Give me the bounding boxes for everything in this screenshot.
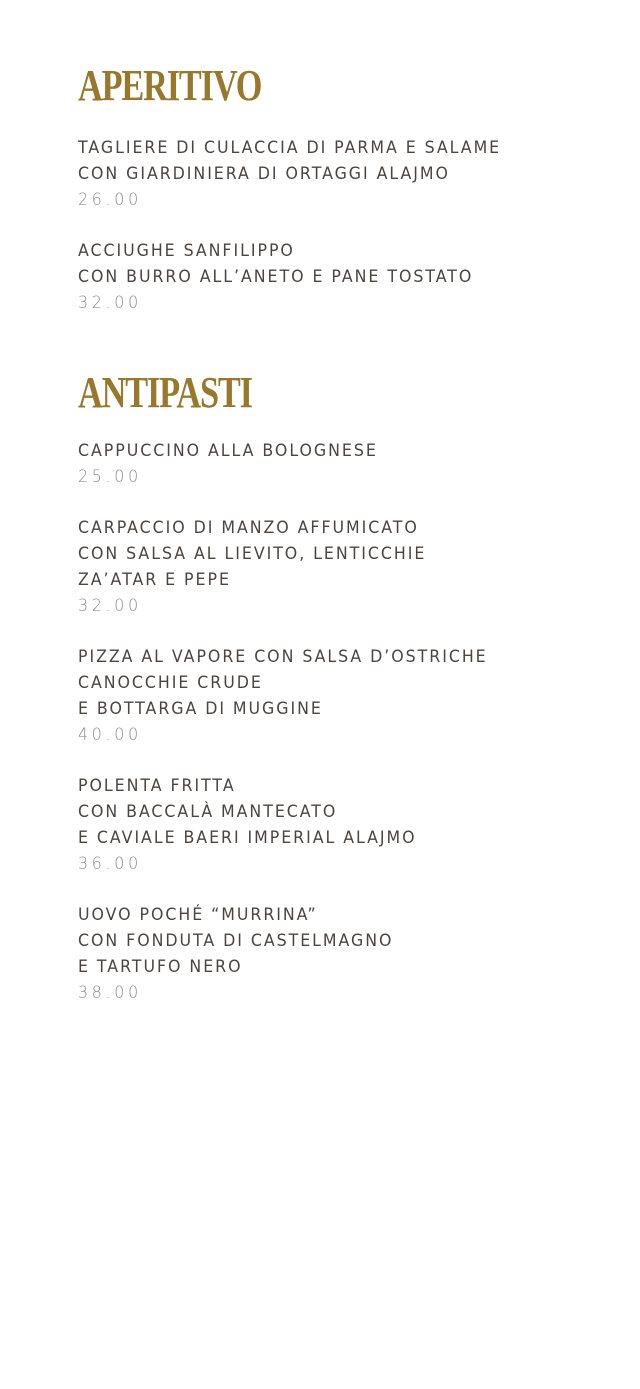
item-price: 38.00 [78, 983, 142, 1003]
item-name-line: CARPACCIO DI MANZO AFFUMICATO [78, 518, 419, 538]
menu-item [78, 238, 638, 316]
menu-item [78, 644, 638, 748]
item-name-line: CON BURRO ALL’ANETO E PANE TOSTATO [78, 267, 474, 287]
menu-item [78, 135, 638, 213]
item-name-line: TAGLIERE DI CULACCIA DI PARMA E SALAME [78, 138, 502, 158]
item-name-line: CAPPUCCINO ALLA BOLOGNESE [78, 441, 378, 461]
item-name-line: UOVO POCHÉ “MURRINA” [78, 905, 318, 925]
menu-item [78, 515, 638, 619]
item-name-line: CON BACCALÀ MANTECATO [78, 802, 338, 822]
item-price: 26.00 [78, 190, 142, 210]
item-name-line: CON GIARDINIERA DI ORTAGGI ALAJMO [78, 164, 450, 184]
item-name-line: ZA’ATAR E PEPE [78, 570, 231, 590]
item-name-line: CANOCCHIE CRUDE [78, 673, 263, 693]
item-name-line: E BOTTARGA DI MUGGINE [78, 699, 323, 719]
item-price: 32.00 [78, 293, 142, 313]
item-price: 36.00 [78, 854, 142, 874]
item-price: 32.00 [78, 596, 142, 616]
menu-item [78, 773, 638, 877]
item-name-line: POLENTA FRITTA [78, 776, 236, 796]
menu-item [78, 438, 638, 490]
section-title: APERITIVO [78, 61, 262, 110]
section-aperitivo [78, 61, 618, 110]
item-name-line: PIZZA AL VAPORE CON SALSA D’OSTRICHE [78, 647, 488, 667]
item-name-line: E TARTUFO NERO [78, 957, 243, 977]
section-title: ANTIPASTI [78, 368, 252, 417]
item-name-line: CON SALSA AL LIEVITO, LENTICCHIE [78, 544, 427, 564]
item-price: 40.00 [78, 725, 142, 745]
item-name-line: E CAVIALE BAERI IMPERIAL ALAJMO [78, 828, 417, 848]
section-antipasti [78, 368, 618, 417]
item-name-line: CON FONDUTA DI CASTELMAGNO [78, 931, 394, 951]
item-price: 25.00 [78, 467, 142, 487]
menu-item [78, 902, 638, 1006]
item-name-line: ACCIUGHE SANFILIPPO [78, 241, 295, 261]
